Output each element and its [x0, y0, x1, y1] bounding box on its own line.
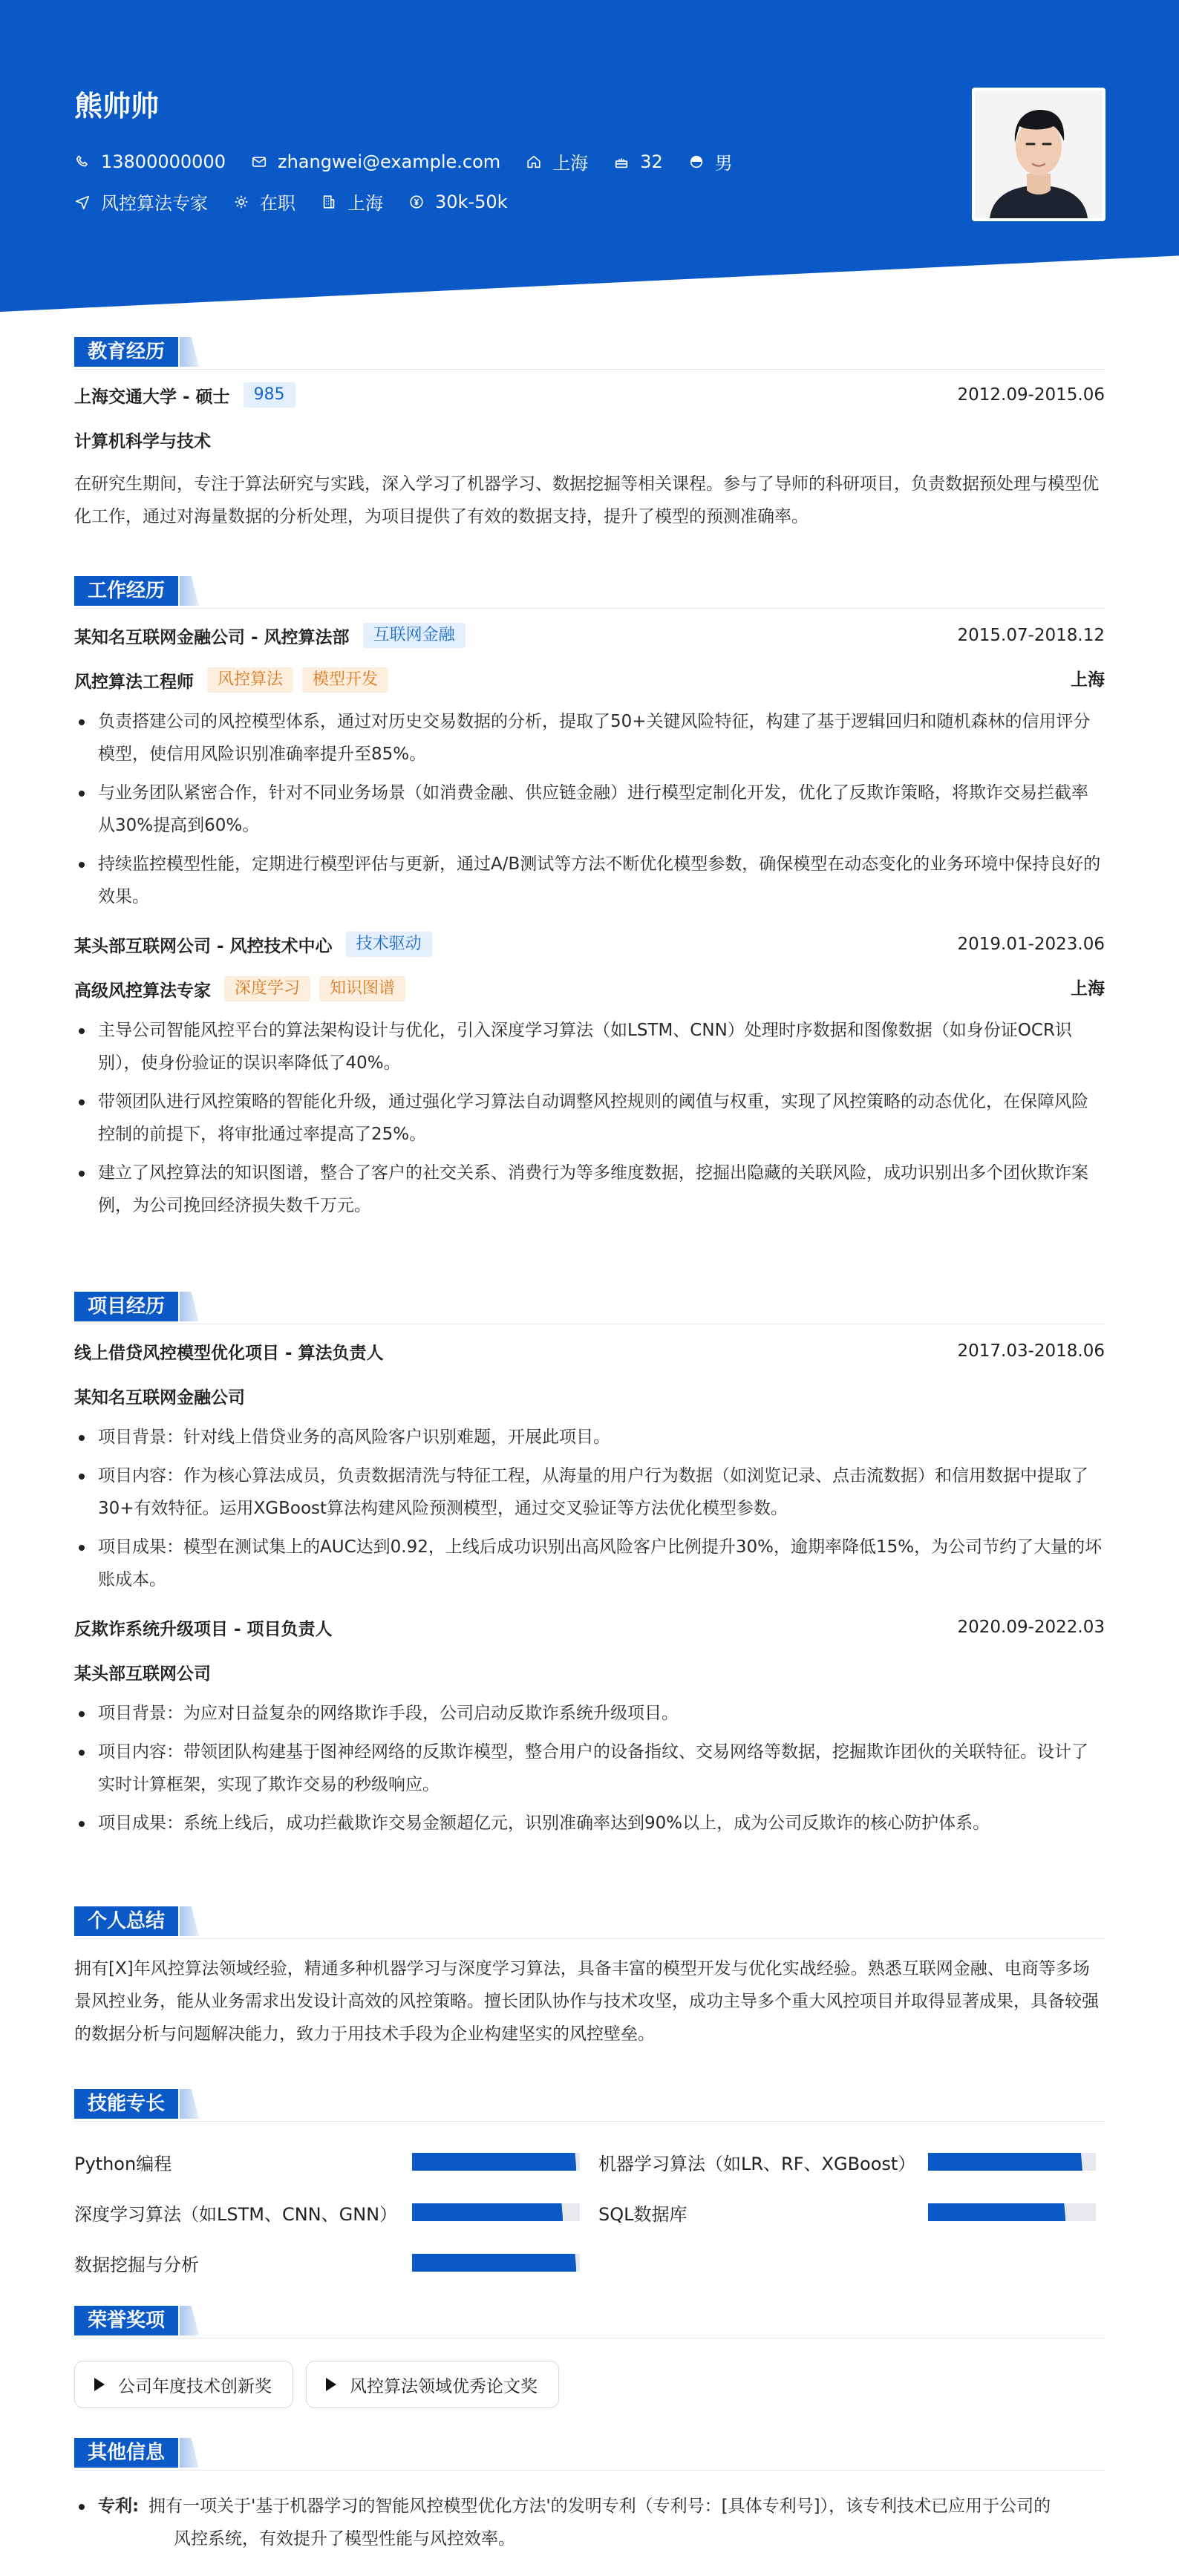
company-tag: 互联网金融: [363, 623, 466, 648]
role-tag: 知识图谱: [319, 976, 405, 1001]
education-description: 在研究生期间，专注于算法研究与实践，深入学习了机器学习、数据挖掘等相关课程。参与了导师的科研项目，负责数据预处理与模型优化工作，通过对海量数据的分析处理，为项目提供了有效的数据支持，提升了模型的预测准确率。: [74, 474, 1099, 526]
section-title: 荣誉奖项: [74, 2306, 178, 2335]
work-location: 上海: [1071, 979, 1105, 998]
skill-item: [74, 2147, 172, 2177]
list-item: 持续监控模型性能，定期进行模型评估与更新，通过A/B测试等方法不断优化模型参数，确保模型在动态变化的业务环境中保持良好的效果。: [74, 848, 1105, 913]
project-company: 某头部互联网公司: [74, 1664, 211, 1684]
email-item: [251, 151, 500, 172]
skills-section: [74, 2088, 1105, 2288]
play-icon: [326, 2378, 336, 2391]
education-entry: [74, 377, 1105, 413]
school-name: 上海交通大学 - 硕士: [74, 387, 230, 407]
mail-icon: [251, 154, 267, 170]
salary-text: 30k-50k: [435, 191, 508, 212]
skill-bar: [928, 2203, 1096, 2221]
patent-label: 专利:: [98, 2497, 140, 2516]
section-header: [74, 575, 1105, 609]
skill-name: Python编程: [74, 2153, 172, 2174]
list-item: 负责搭建公司的风控模型体系，通过对历史交易数据的分析，提取了50+关键风险特征，构建了基于逻辑回归和随机森林的信用评分模型，使信用风险识别准确率提升至85%。: [74, 705, 1105, 771]
company-tag: 技术驱动: [346, 932, 432, 957]
section-title: 教育经历: [74, 337, 178, 367]
summary-text: 拥有[X]年风控算法领域经验，精通多种机器学习与深度学习算法，具备丰富的模型开发与优化实战经验。熟悉互联网金融、电商等多场景风控业务，能从业务需求出发设计高效的风控策略。擅长团队协作与技术攻坚，成功主导多个重大风控项目并取得显著成果，具备较强的数据分析与问题解决能力，致力于用技术手段为企业构建坚实的风控壁垒。: [74, 1959, 1099, 2044]
company-row: [74, 618, 1105, 653]
list-item: 项目成果：系统上线后，成功拦截欺诈交易金额超亿元，识别准确率达到90%以上，成为公司反欺诈的核心防护体系。: [74, 1807, 1105, 1840]
contact-row: [74, 148, 758, 174]
project-title: 反欺诈系统升级项目 - 项目负责人: [74, 1619, 333, 1639]
role-row: [74, 971, 1105, 1007]
job-intent-row: [74, 189, 533, 215]
award-name: 风控算法领域优秀论文奖: [350, 2376, 538, 2396]
position-item: [74, 189, 208, 215]
work-bullets: [74, 705, 1105, 913]
skill-name: 机器学习算法（如LR、RF、XGBoost）: [598, 2153, 916, 2174]
role-name: 风控算法工程师: [74, 672, 194, 692]
skill-item: [598, 2147, 915, 2177]
gender-text: 男: [714, 153, 733, 174]
skill-level-fill: [928, 2153, 1082, 2171]
city-text: 上海: [552, 153, 589, 174]
target-city-text: 上海: [347, 193, 383, 214]
skill-item: [598, 2197, 688, 2227]
section-title-decor: [180, 1906, 199, 1936]
skill-bar: [412, 2254, 580, 2272]
list-item: 项目成果：模型在测试集上的AUC达到0.92，上线后成功识别出高风险客户比例提升30%，逾期率降低15%，为公司节约了大量的坏账成本。: [74, 1531, 1105, 1596]
section-title-decor: [180, 1292, 199, 1321]
skill-bar: [412, 2203, 580, 2221]
project-period: 2020.09-2022.03: [957, 1618, 1105, 1637]
skill-level-fill: [412, 2153, 576, 2171]
projects-section: [74, 1290, 1105, 1846]
awards-section: [74, 2304, 1105, 2423]
city-item: [526, 148, 588, 174]
major-name: 计算机科学与技术: [74, 431, 211, 451]
section-title: 个人总结: [74, 1906, 178, 1936]
skill-name: 数据挖掘与分析: [74, 2254, 199, 2275]
other-section: [74, 2436, 1105, 2561]
age-item: [613, 151, 663, 172]
skill-bar: [412, 2153, 580, 2171]
gender-item: [688, 148, 733, 174]
list-item: 项目背景：针对线上借贷业务的高风险客户识别难题，开展此项目。: [74, 1421, 1105, 1454]
gender-icon: [688, 154, 705, 170]
section-header: [74, 1905, 1105, 1939]
candidate-name: 熊帅帅: [74, 90, 160, 122]
skill-item: [74, 2248, 199, 2278]
phone-item: [74, 151, 226, 172]
award-name: 公司年度技术创新奖: [118, 2376, 272, 2396]
section-title-decor: [180, 2089, 199, 2119]
status-item: [233, 189, 295, 215]
project-entry: [74, 1333, 1105, 1596]
award-chip: [306, 2361, 559, 2408]
project-company-row: [74, 1378, 1105, 1413]
project-period: 2017.03-2018.06: [957, 1341, 1105, 1361]
school-tag: 985: [244, 382, 295, 408]
education-period: 2012.09-2015.06: [957, 385, 1105, 405]
work-entry: [74, 926, 1105, 1222]
list-item: 与业务团队紧密合作，针对不同业务场景（如消费金融、供应链金融）进行模型定制化开发，优化了反欺诈策略，将欺诈交易拦截率从30%提高到60%。: [74, 777, 1105, 842]
section-title-decor: [180, 2438, 199, 2468]
section-header: [74, 2436, 1105, 2471]
project-bullets: [74, 1697, 1105, 1840]
section-title: 项目经历: [74, 1292, 178, 1321]
salary-item: [408, 192, 508, 212]
position-text: 风控算法专家: [101, 193, 208, 214]
company-row: [74, 926, 1105, 962]
profile-photo: [972, 88, 1105, 221]
section-header: [74, 2304, 1105, 2338]
project-company-row: [74, 1654, 1105, 1690]
patent-text: 拥有一项关于'基于机器学习的智能风控模型优化方法'的发明专利（专利号：[具体专利号]），该专利技术已应用于公司的: [148, 2497, 1051, 2516]
work-period: 2019.01-2023.06: [957, 935, 1105, 954]
role-tag: 深度学习: [224, 976, 310, 1001]
section-title-decor: [180, 337, 199, 367]
skill-bar: [928, 2153, 1096, 2171]
project-title: 线上借贷风控模型优化项目 - 算法负责人: [74, 1343, 384, 1363]
list-item: 建立了风控算法的知识图谱，整合了客户的社交关系、消费行为等多维度数据，挖掘出隐藏的关联风险，成功识别出多个团伙欺诈案例，为公司挽回经济损失数千万元。: [74, 1157, 1105, 1222]
age-text: 32: [640, 151, 663, 172]
phone-text: 13800000000: [101, 151, 226, 172]
section-title: 其他信息: [74, 2438, 178, 2468]
project-bullets: [74, 1421, 1105, 1596]
home-icon: [526, 154, 542, 170]
role-row: [74, 662, 1105, 698]
project-company: 某知名互联网金融公司: [74, 1387, 245, 1408]
email-text: zhangwei@example.com: [277, 151, 501, 172]
work-bullets: [74, 1014, 1105, 1222]
project-title-row: [74, 1333, 1105, 1369]
section-header: [74, 336, 1105, 370]
education-section: [74, 336, 1105, 533]
play-icon: [94, 2378, 105, 2391]
company-name: 某头部互联网公司 - 风控技术中心: [74, 936, 333, 956]
work-entry: [74, 618, 1105, 913]
skill-item: [74, 2197, 397, 2227]
role-name: 高级风控算法专家: [74, 981, 211, 1001]
section-title-decor: [180, 2306, 199, 2335]
send-icon: [74, 194, 91, 210]
list-item: 项目内容：作为核心算法成员，负责数据清洗与特征工程，从海量的用户行为数据（如浏览记录、点击流数据）和信用数据中提取了30+有效特征。运用XGBoost算法构建风险预测模型，通过交叉验证等方法优化模型参数。: [74, 1459, 1105, 1525]
section-header: [74, 1290, 1105, 1324]
skill-level-fill: [412, 2254, 576, 2272]
skill-name: 深度学习算法（如LSTM、CNN、GNN）: [74, 2203, 398, 2225]
awards-list: [74, 2361, 1105, 2408]
award-chip: [74, 2361, 293, 2408]
cake-icon: [613, 154, 630, 170]
summary-section: [74, 1905, 1105, 2050]
work-location: 上海: [1071, 670, 1105, 690]
major-row: [74, 422, 1105, 457]
list-item: 项目内容：带领团队构建基于图神经网络的反欺诈模型，整合用户的设备指纹、交易网络等数据，挖掘欺诈团伙的关联特征。设计了实时计算框架，实现了欺诈交易的秒级响应。: [74, 1736, 1105, 1801]
skill-level-fill: [412, 2203, 563, 2221]
avatar-portrait: [975, 91, 1103, 218]
patent-text-continued: 风控系统，有效提升了模型性能与风控效率。: [174, 2529, 515, 2549]
section-header: [74, 2088, 1105, 2122]
skill-name: SQL数据库: [598, 2203, 688, 2225]
status-text: 在职: [260, 193, 295, 214]
role-tag: 模型开发: [302, 667, 388, 693]
list-item: [74, 2490, 1105, 2555]
list-item: 主导公司智能风控平台的算法架构设计与优化，引入深度学习算法（如LSTM、CNN）处理时序数据和图像数据（如身份证OCR识别），使身份验证的误识率降低了40%。: [74, 1014, 1105, 1079]
list-item: 带领团队进行风控策略的智能化升级，通过强化学习算法自动调整风控规则的阈值与权重，实现了风控策略的动态优化，在保障风险控制的前提下，将审批通过率提高了25%。: [74, 1085, 1105, 1151]
gear-icon: [233, 194, 249, 210]
role-tag: 风控算法: [207, 667, 293, 693]
project-title-row: [74, 1609, 1105, 1645]
money-icon: [408, 194, 425, 210]
section-title: 工作经历: [74, 576, 178, 606]
work-period: 2015.07-2018.12: [957, 626, 1105, 645]
company-name: 某知名互联网金融公司 - 风控算法部: [74, 627, 350, 647]
work-section: [74, 575, 1105, 1228]
target-city-item: [321, 189, 383, 215]
section-title-decor: [180, 576, 199, 606]
phone-icon: [74, 154, 91, 170]
section-title: 技能专长: [74, 2089, 178, 2119]
list-item: 项目背景：为应对日益复杂的网络欺诈手段，公司启动反欺诈系统升级项目。: [74, 1697, 1105, 1730]
skill-level-fill: [928, 2203, 1065, 2221]
building-icon: [321, 194, 337, 210]
project-entry: [74, 1609, 1105, 1840]
